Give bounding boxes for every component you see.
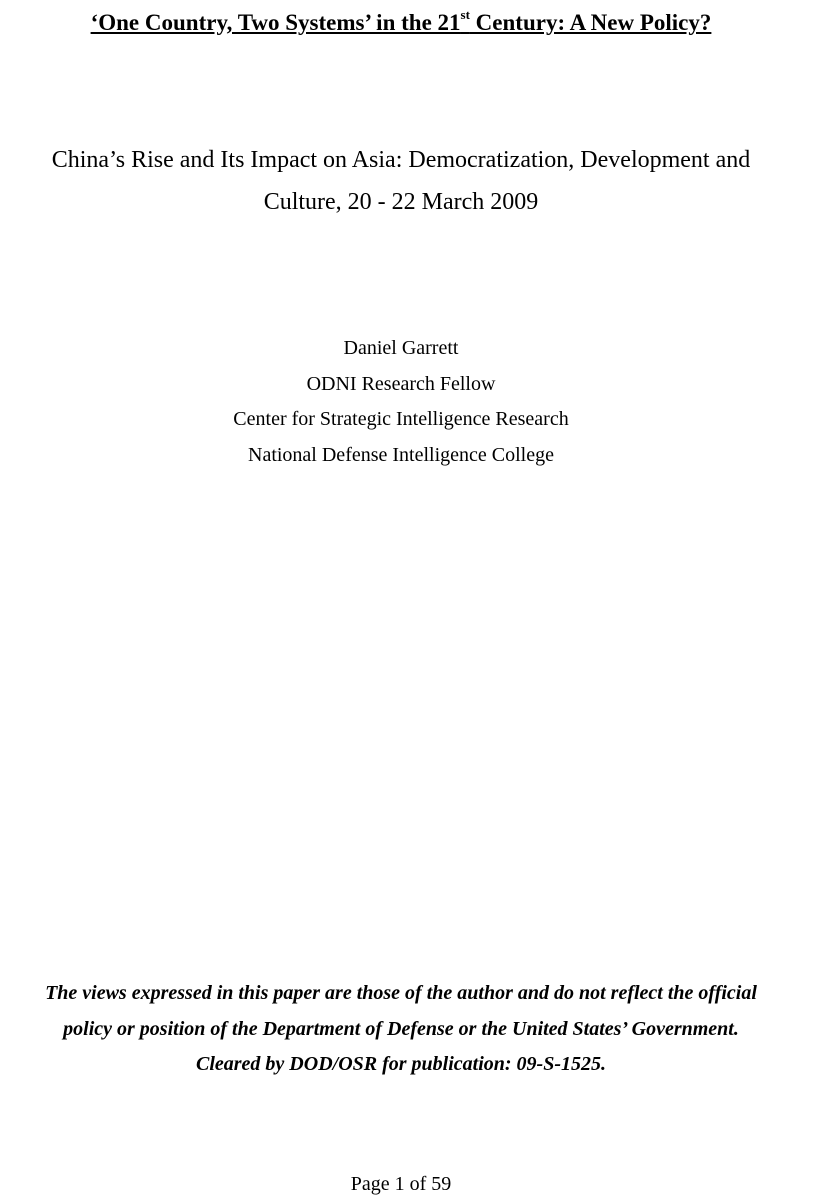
author-position: ODNI Research Fellow [306,372,496,395]
document-title [0,6,802,40]
author-block [0,331,802,474]
author-name: Daniel Garrett [343,337,459,359]
disclaimer-line-3: Cleared by DOD/OSR for publication: 09-S-1525. [196,1053,606,1075]
disclaimer-line-2: policy or position of the Department of Defense or the United States’ Government. [63,1017,739,1040]
author-center: Center for Strategic Intelligence Research [233,408,569,431]
title-text-before-superscript: ‘One Country, Two Systems’ in the 21 [90,10,461,35]
conference-heading [0,139,802,223]
page-number: Page 1 of 59 [350,1173,452,1195]
title-text-after-superscript: Century: A New Policy? [469,10,712,35]
disclaimer [0,976,802,1083]
author-institution: National Defense Intelligence College [248,444,554,467]
conference-line-2: Culture, 20 - 22 March 2009 [263,189,539,215]
conference-line-1: China’s Rise and Its Impact on Asia: Democratization, Development and [51,147,751,173]
title-superscript: st [460,7,470,23]
disclaimer-line-1: The views expressed in this paper are those of the author and do not reflect the official [45,982,757,1004]
